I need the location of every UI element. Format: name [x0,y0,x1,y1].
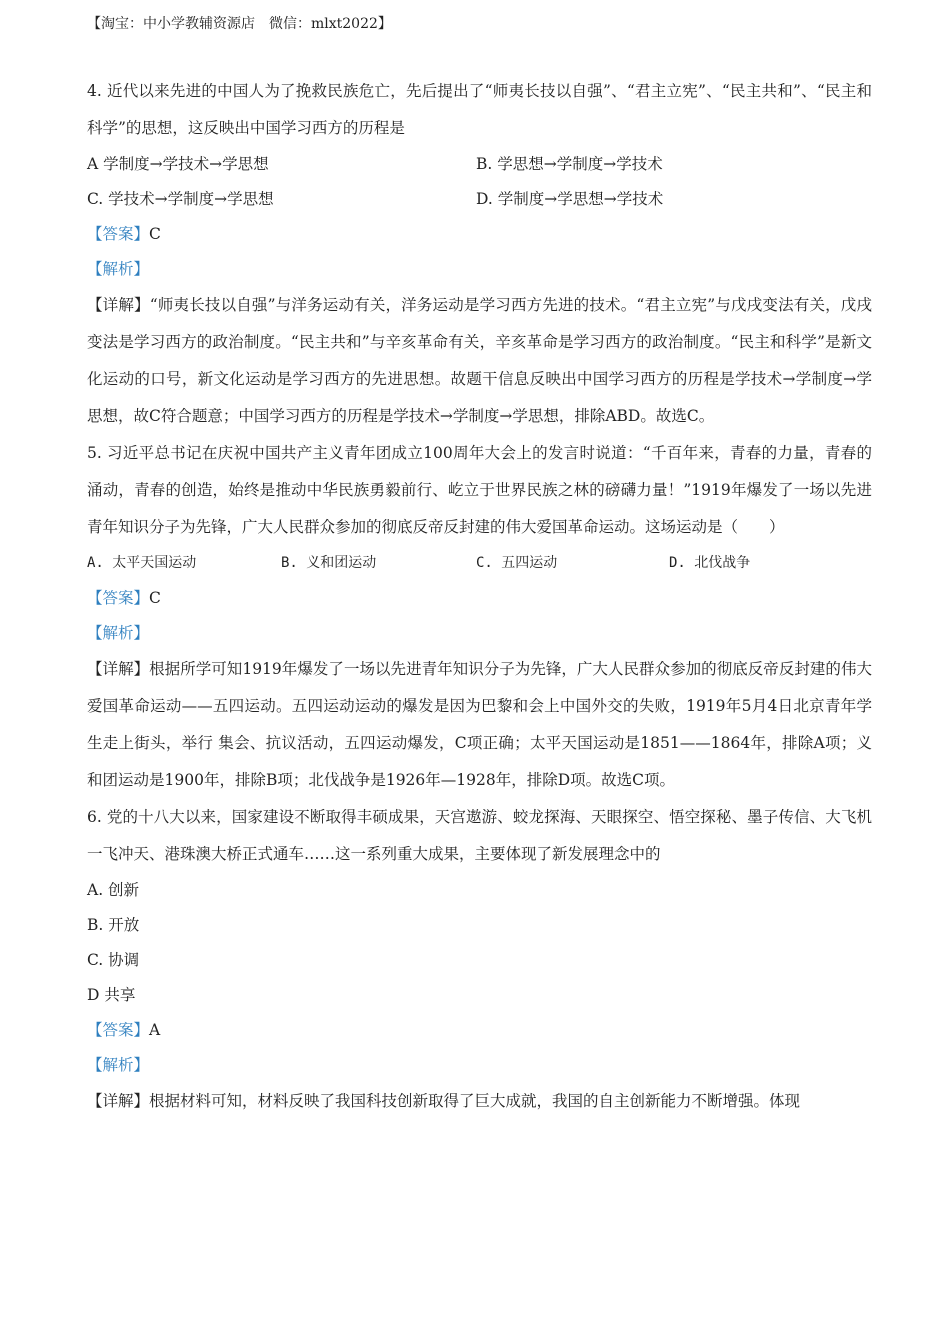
question-4-option-c: C. 学技术→学制度→学思想 [87,190,274,208]
question-6 [87,799,872,1120]
question-6-option-a: A. 创新 [87,881,140,899]
question-6-analysis [87,1048,872,1083]
detail-text: “师夷长技以自强”与洋务运动有关，洋务运动是学习西方先进的技术。“君主立宪”与戊戌变法有关，戊戌变法是学习西方的政治制度。“民主共和”与辛亥革命有关，辛亥革命是学习西方的政治制度。“民主和科学”是新文化运动的口号，新文化运动是学习西方的先进思想。故题干信息反映出中国学习西方的历程是学技术→学制度→学思想，故C符合题意；中国学习西方的历程是学技术→学制度→学思想，排除ABD。故选C。 [87,296,872,425]
question-5-option-d: D. 北伐战争 [669,555,751,571]
page-header: 【淘宝：中小学教辅资源店 微信：mlxt2022】 [87,16,392,32]
question-4-option-b: B. 学思想→学制度→学技术 [476,155,663,173]
detail-label: 【详解】 [87,660,150,678]
question-6-detail [87,1083,872,1120]
question-5-options [87,546,872,581]
question-4-stem: 4. 近代以来先进的中国人为了挽救民族危亡，先后提出了“师夷长技以自强”、“君主立宪”、“民主共和”、“民主和科学”的思想，这反映出中国学习西方的历程是 [87,82,872,137]
detail-label: 【详解】 [87,1092,150,1110]
question-5-stem: 5. 习近平总书记在庆祝中国共产主义青年团成立100周年大会上的发言时说道：“千百年来，青春的力量，青春的涌动，青春的创造，始终是推动中华民族勇毅前行、屹立于世界民族之林的磅礴力量！”1919年爆发了一场以先进青年知识分子为先锋，广大人民群众参加的彻底反帝反封建的伟大爱国革命运动。这场运动是（ ） [87,444,872,536]
question-5-option-a: A. 太平天国运动 [87,555,197,571]
question-4-option-a: A 学制度→学技术→学思想 [87,155,269,173]
question-6-option-c: C. 协调 [87,951,140,969]
answer-value: C [149,589,161,607]
detail-label: 【详解】 [87,296,150,314]
detail-text: 根据材料可知，材料反映了我国科技创新取得了巨大成就，我国的自主创新能力不断增强。体现 [149,1092,801,1110]
answer-value: A [149,1021,161,1039]
answer-label: 【答案】 [87,589,150,607]
question-5-detail [87,651,872,799]
question-6-answer [87,1013,872,1048]
question-4 [87,73,872,435]
answer-label: 【答案】 [87,225,150,243]
question-4-option-d: D. 学制度→学思想→学技术 [476,190,664,208]
question-5-option-b: B. 义和团运动 [281,555,377,571]
analysis-label: 【解析】 [87,1056,150,1074]
detail-text: 根据所学可知1919年爆发了一场以先进青年知识分子为先锋，广大人民群众参加的彻底反帝反封建的伟大爱国革命运动——五四运动。五四运动运动的爆发是因为巴黎和会上中国外交的失败，1919年5月4日北京青年学生走上街头，举行 集会、抗议活动，五四运动爆发，C项正确；太平天国运动是1851——1864年，排除A项；义和团运动是1900年，排除B项；北伐战争是1926年—1928年，排除D项。故选C项。 [87,660,872,789]
question-6-option-b: B. 开放 [87,916,140,934]
answer-value: C [149,225,161,243]
question-4-options-row-1 [87,147,872,182]
document-body [87,78,872,1120]
answer-label: 【答案】 [87,1021,150,1039]
question-4-answer [87,217,872,252]
question-5-answer [87,581,872,616]
question-5 [87,435,872,799]
analysis-label: 【解析】 [87,624,150,642]
question-4-analysis [87,252,872,287]
question-4-options-row-2 [87,182,872,217]
question-5-analysis [87,616,872,651]
analysis-label: 【解析】 [87,260,150,278]
question-6-option-d: D 共享 [87,986,136,1004]
question-4-detail [87,287,872,435]
question-5-option-c: C. 五四运动 [476,555,558,571]
question-6-stem: 6. 党的十八大以来，国家建设不断取得丰硕成果，天宫遨游、蛟龙探海、天眼探空、悟空探秘、墨子传信、大飞机一飞冲天、港珠澳大桥正式通车……这一系列重大成果，主要体现了新发展理念中的 [87,808,872,863]
